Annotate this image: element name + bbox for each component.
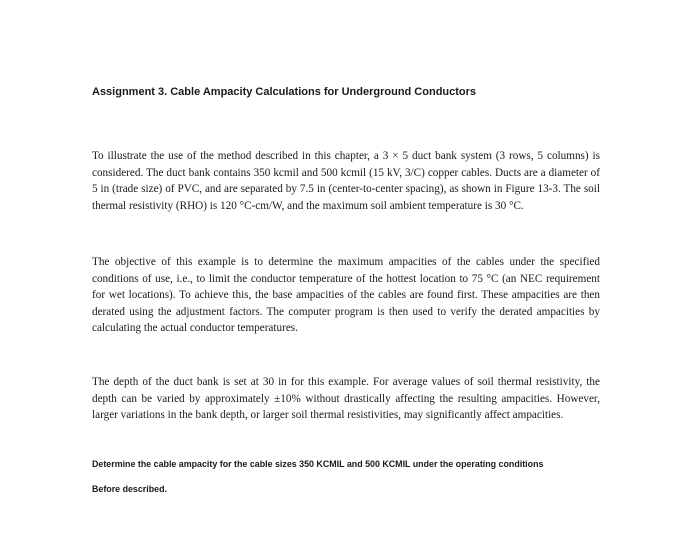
paragraph-duct-depth: The depth of the duct bank is set at 30 in for this example. For average values of soil thermal resistivity, the depth can be varied by approximately ±10% without drastically affecting the resulting ampacities. However, larger variations in the bank depth, or larger soil thermal resistivities, may significantly affect ampacities.	[92, 376, 600, 422]
assignment-title: Assignment 3. Cable Ampacity Calculations for Underground Conductors	[92, 86, 477, 98]
paragraph-objective: The objective of this example is to determine the maximum ampacities of the cables under the specified conditions of use, i.e., to limit the conductor temperature of the hottest location to 75 °C (an NEC requirement for wet locations). To achieve this, the base ampacities of the cables are found first. These ampacities are then derated using the adjustment factors. The computer program is then used to verify the derated ampacities by calculating the actual conductor temperatures.	[92, 256, 600, 335]
question-line-2: Before described.	[92, 484, 167, 494]
paragraph-problem-setup: To illustrate the use of the method described in this chapter, a 3 × 5 duct bank system (3 rows, 5 columns) is considered. The duct bank contains 350 kcmil and 500 kcmil (15 kV, 3/C) copper cables. Ducts are a diameter of 5 in (trade size) of PVC, and are separated by 7.5 in (center-to-center spacing), as shown in Figure 13-3. The soil thermal resistivity (RHO) is 120 °C-cm/W, and the maximum soil ambient temperature is 30 °C.	[92, 150, 600, 212]
question-line-1: Determine the cable ampacity for the cable sizes 350 KCMIL and 500 KCMIL under the operating conditions	[92, 459, 544, 469]
